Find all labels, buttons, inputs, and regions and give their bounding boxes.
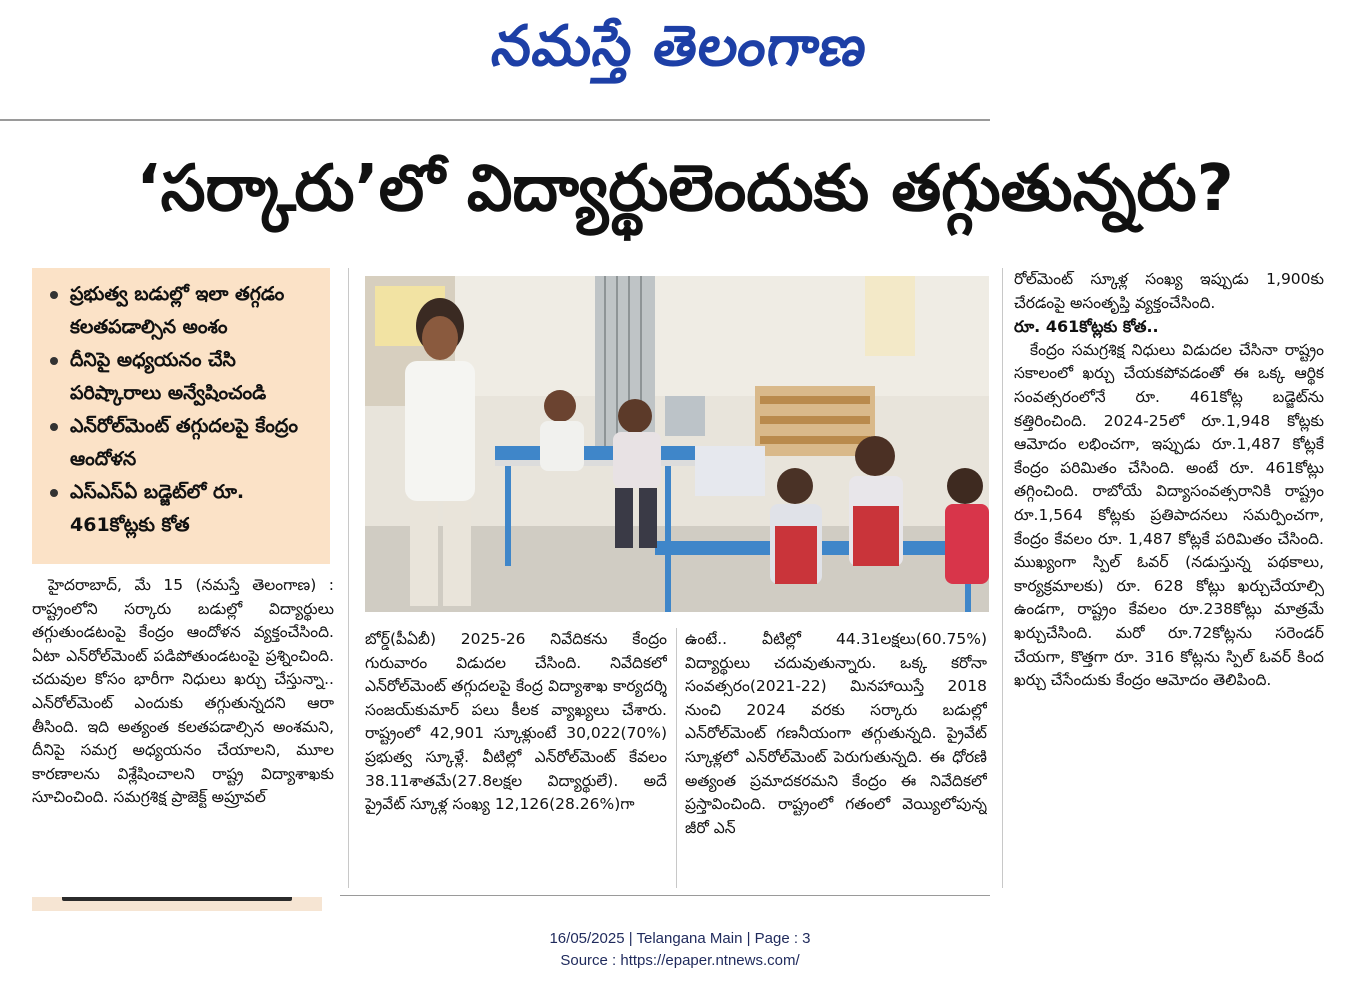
highlights-list [32,268,330,542]
article-paragraph: హైదరాబాద్, మే 15 (నమస్తే తెలంగాణ) : రాష్ట్రంలోని సర్కారు బడుల్లో విద్యార్థులు తగ్గుతుండటంపై కేంద్రం ఆందోళన వ్యక్తంచేసింది. ఏటా ఎన్‌రోల్‌మెంట్ పడిపోతుండటంపై ప్రశ్నించింది. చదువుల కోసం భారీగా నిధులు ఖర్చు చేస్తున్నా.. ఎన్‌రోల్‌మెంట్ ఎందుకు తగ్గుతున్నదని ఆరా తీసింది. ఇది అత్యంత కలతపడాల్సిన అంశమని, దీనిపై సమగ్ర అధ్యయనం చేయాలని, మూల కారణాలను విశ్లేషించాలని రాష్ట్ర విద్యాశాఖకు సూచించింది. సమగ్రశిక్ష ప్రాజెక్ట్ అప్రూవల్ [32,576,334,807]
bullet-icon [50,291,58,299]
article-column-1 [32,574,334,884]
highlight-item: ఎన్‌రోల్‌మెంట్ తగ్గుదలపై కేంద్రం ఆందోళన [46,410,324,476]
masthead [0,0,1360,92]
classroom-illustration [365,276,989,612]
article-column-3 [685,628,987,884]
classroom-photo [365,276,989,612]
column-divider [348,268,349,888]
article-paragraph: కేంద్రం సమగ్రశిక్ష నిధులు విడుదల చేసినా రాష్ట్రం సకాలంలో ఖర్చు చేయకపోవడంతో ఈ ఒక్క ఆర్థిక సంవత్సరంలోనే రూ. 461కోట్ల బడ్జెట్‌ను కత్తిరించింది. 2024-25లో రూ.1,948 కోట్లకు ఆమోదం లభించగా, ఇప్పుడు రూ.1,487 కోట్లకే కేంద్రం పరిమితం చేసింది. అంటే రూ. 461కోట్లు తగ్గించింది. రాబోయే విద్యాసంవత్సరానికి రాష్ట్రం రూ.1,564 కోట్లకు ప్రతిపాదనలు సమర్పించగా, కేంద్రం కేవలం రూ. 1,487 కోట్లకే పరిమితం చేసింది. ముఖ్యంగా స్పిల్ ఓవర్ (నడుస్తున్న పథకాలు, కార్యక్రమాలకు) రూ. 628 కోట్లు ఖర్చుచేయాల్సి ఉండగా, రాష్ట్రం కేవలం రూ.238కోట్లు మాత్రమే ఖర్చుచేసింది. మరో రూ.72కోట్లను సరెండర్ చేయగా, కొత్తగా రూ. 316 కోట్లను స్పిల్ ఓవర్ కింద ఖర్చు చేసేందుకు కేంద్రం ఆమోదం తెలిపింది. [1014,340,1324,690]
column-divider [676,628,677,888]
article-column-4 [1014,268,1324,884]
newspaper-logo: నమస్తే తెలంగాణ [487,13,873,79]
highlights-box [32,268,330,564]
highlight-item: ప్రభుత్వ బడుల్లో ఇలా తగ్గడం కలతపడాల్సిన అంశం [46,278,324,344]
next-article-strip [32,897,322,911]
column-divider [1002,268,1003,888]
article-column-2 [365,628,667,884]
article-paragraph: రోల్‌మెంట్ స్కూళ్ల సంఖ్య ఇప్పుడు 1,900కు చేరడంపై అసంతృప్తి వ్యక్తంచేసింది. [1014,270,1324,312]
footer-edition-info: 16/05/2025 | Telangana Main | Page : 3 [549,930,811,947]
cropped-heading-fragment [62,897,292,901]
bullet-icon [50,357,58,365]
article-subheading: రూ. 461కోట్లకు కోత.. [1014,317,1159,337]
highlight-item: ఎస్‌ఎస్‌ఏ బడ్జెట్‌లో రూ. 461కోట్లకు కోత [46,476,324,542]
footer-source-link[interactable]: Source : https://epaper.ntnews.com/ [560,952,800,969]
bullet-icon [50,489,58,497]
article-paragraph: బోర్డ్(పీఏబీ) 2025-26 నివేదికను కేంద్రం గురువారం విడుదల చేసింది. నివేదికలో ఎన్‌రోల్‌మెంట్ తగ్గుదలపై కేంద్ర విద్యాశాఖ కార్యదర్శి సంజయ్‌కుమార్ పలు కీలక వ్యాఖ్యలు చేశారు. రాష్ట్రంలో 42,901 స్కూళ్లుంటే 30,022(70%) ప్రభుత్వ స్కూళ్లే. వీటిల్లో ఎన్‌రోల్‌మెంట్ కేవలం 38.11శాతమే(27.8లక్షల విద్యార్థులే). అదే ప్రైవేట్ స్కూళ్ల సంఖ్య 12,126(28.26%)గా [365,630,667,814]
highlight-item: దీనిపై అధ్యయనం చేసి పరిష్కారాలు అన్వేషించండి [46,344,324,410]
headline: ‘సర్కారు’లో విద్యార్థులెందుకు తగ్గుతున్నరు? [136,152,1234,226]
top-divider [0,119,990,121]
bullet-icon [50,423,58,431]
article-paragraph: ఉంటే.. వీటిల్లో 44.31లక్షలు(60.75%) విద్యార్థులు చదువుతున్నారు. ఒక్క కరోనా సంవత్సరం(2021-22) మినహాయిస్తే 2018 నుంచి 2024 వరకు సర్కారు బడుల్లో ఎన్‌రోల్‌మెంట్ గణనీయంగా తగ్గుతున్నది. ప్రైవేట్ స్కూళ్లలో ఎన్‌రోల్‌మెంట్ పెరుగుతున్నది. ఈ ధోరణి అత్యంత ప్రమాదకరమని కేంద్రం ఈ నివేదికలో ప్రస్తావించింది. రాష్ట్రంలో గతంలో వెయ్యిలోపున్న జీరో ఎన్ [685,630,987,837]
bottom-divider [340,895,990,896]
